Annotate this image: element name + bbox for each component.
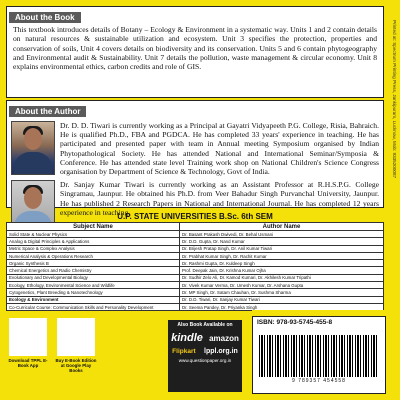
table-row (7, 274, 384, 281)
subject-cell: Solid State & Nuclear Physics (7, 231, 180, 238)
table-row (7, 245, 384, 252)
author-cell: Dr. Vivek Kumar Verma, Dr. Umesh Kumar, Dr. Arshana Gupta (180, 282, 384, 289)
kindle-logo[interactable]: kindle (171, 332, 203, 344)
about-author-heading: About the Author (9, 106, 86, 117)
author-2-bio: Dr. Sanjay Kumar Tiwari is currently working as an Assistant Professor at R.H.S.P.G. College Singramau, Jaunpur. He obtained his Ph.D. from Veer Bahadur Singh Purvanchal University, Jaunpur. He has published 2 Research Papers in National and International Journal. He has completed 12 years experience in teaching. (60, 180, 379, 217)
about-book-text: This textbook introduces details of Botany – Ecology & Environment in a systematic way. Units 1 and 2 contain details on natural resources & sustainable utilization and ecosystem. Unit 3 specifies the protection, properties and conservation of soils, Unit 4 covers details on biodiversity and its conservation. Units 5 and 6 contain phytogeography and Environmental audit & Sustainability. Unit 7 details the pollution, waste management & circular economy. Unit 8 explains environmental ethics, carbon credits and role of GIS. (13, 25, 377, 72)
qr-block-playbooks (54, 314, 98, 373)
playbooks-qr-caption: Buy E-Book Edition at Google Play Books (55, 358, 97, 373)
subject-cell: Co-Curricular Course: Communication Skills and Personality Development (7, 303, 180, 310)
author-1-photo (11, 121, 55, 175)
author-cell: Dr. Rashmi Gupta, Dr. Kuldeep Singh (180, 260, 384, 267)
author-1-bio: Dr. D. D. Tiwari is currently working as a Principal at Gayatri Vidyapeeth P.G. College, Risia, Bahraich. He is qualified Ph.D., FBA and PGDCA. He has completed 33 years' experience in teaching. He has participated and presented paper with team in Annual meeting Symposium organised by Indian Phytopathological Society. He has attended National and International Seminar/Symposia & Conference. He has attended state level Training work shop on National Children's Science Congress organisation by Department of Science & Technology, Govt of India. (60, 121, 379, 177)
author-cell: Dr. Sudhir Zelo Ali, Dr. Kamod Kumari, Dr. Akhilesh Kumar Tripathi (180, 274, 384, 281)
subject-cell: Organic Synthesis B (7, 260, 180, 267)
table-row (7, 252, 384, 259)
table-row (7, 282, 384, 289)
store-title: Also Book Available on (177, 322, 233, 328)
author-cell: Dr. Brijesh Pratap Singh, Dr. Anil Kumar Tiwari (180, 245, 384, 252)
printer-side-text: Printed at: Spectrum Printing Press, Jankipuram, Lucknow, Mob: 9335200087 (392, 20, 397, 179)
subject-cell: Ecology & Environment (7, 296, 180, 303)
author-column-header: Author Name (180, 223, 384, 231)
store-panel (168, 320, 242, 392)
isbn-block (252, 316, 386, 394)
table-row (7, 238, 384, 245)
qr-block-app (6, 314, 50, 368)
amazon-logo[interactable]: amazon (209, 333, 239, 343)
app-qr-caption: Download TPPL E-Book App (8, 358, 48, 368)
author-cell: Dr. D.D. Gupta, Dr. Nand Kumar (180, 238, 384, 245)
subject-column-header: Subject Name (7, 223, 180, 231)
playbooks-qr-code[interactable] (57, 318, 95, 356)
subjects-table (6, 222, 384, 311)
author-cell: Dr. Prabhat Kumar Singh, Dr. Rachit Kumar (180, 252, 384, 259)
lppl-link[interactable]: lppl.org.in (204, 348, 238, 355)
about-book-panel (6, 6, 384, 98)
subject-cell: Chemical Energetics and Radio Chemistry (7, 267, 180, 274)
subject-cell: Analog & Digital Principles & Applications (7, 238, 180, 245)
qr-code-section (6, 314, 166, 394)
table-row (7, 267, 384, 274)
subjects-table-body (7, 231, 384, 311)
table-row (7, 260, 384, 267)
table-row (7, 231, 384, 238)
isbn-label: ISBN: 978-93-5745-455-8 (257, 319, 333, 326)
barcode-digits: 9 789357 454558 (292, 378, 346, 384)
author-cell: Dr. MP Singh, Dr. Satam Chauhan, Dr. Sushma Sharma (180, 289, 384, 296)
store-row-2 (168, 348, 242, 355)
subject-cell: Numerical Analysis & Operations Research (7, 252, 180, 259)
subject-cell: Cytogenetics, Plant Breeding & Nanotechnology (7, 289, 180, 296)
app-qr-code[interactable] (9, 318, 47, 356)
table-header-row (7, 223, 384, 231)
subject-cell: Ecology, Ethology, Environmental Science and Wildlife (7, 282, 180, 289)
author-cell: Dr. Seema Pandey, Dr. Priyanka Singh (180, 303, 384, 310)
subject-cell: Evolutionary and Developmental Biology (7, 274, 180, 281)
store-row-1 (168, 332, 242, 344)
table-row (7, 296, 384, 303)
barcode-icon (259, 335, 379, 377)
table-row (7, 289, 384, 296)
university-title: U.P. STATE UNIVERSITIES B.Sc. 6th SEM (117, 212, 273, 221)
subject-cell: Metric Space & Complex Analysis (7, 245, 180, 252)
author-1-row (7, 119, 383, 178)
author-cell: Dr. D.D. Tiwari, Dr. Sanjay Kumar Tiwari (180, 296, 384, 303)
about-book-heading: About the Book (9, 12, 81, 23)
author-cell: Prof. Deepak Jain, Dr. Krishna Kumar Ojha (180, 267, 384, 274)
author-cell: Dr. Basant Prakash Dwivedi, Dr. Behal Usmani (180, 231, 384, 238)
flipkart-logo[interactable]: Flipkart (172, 348, 196, 355)
store-url[interactable]: www.questionpaper.org.in (178, 358, 232, 363)
